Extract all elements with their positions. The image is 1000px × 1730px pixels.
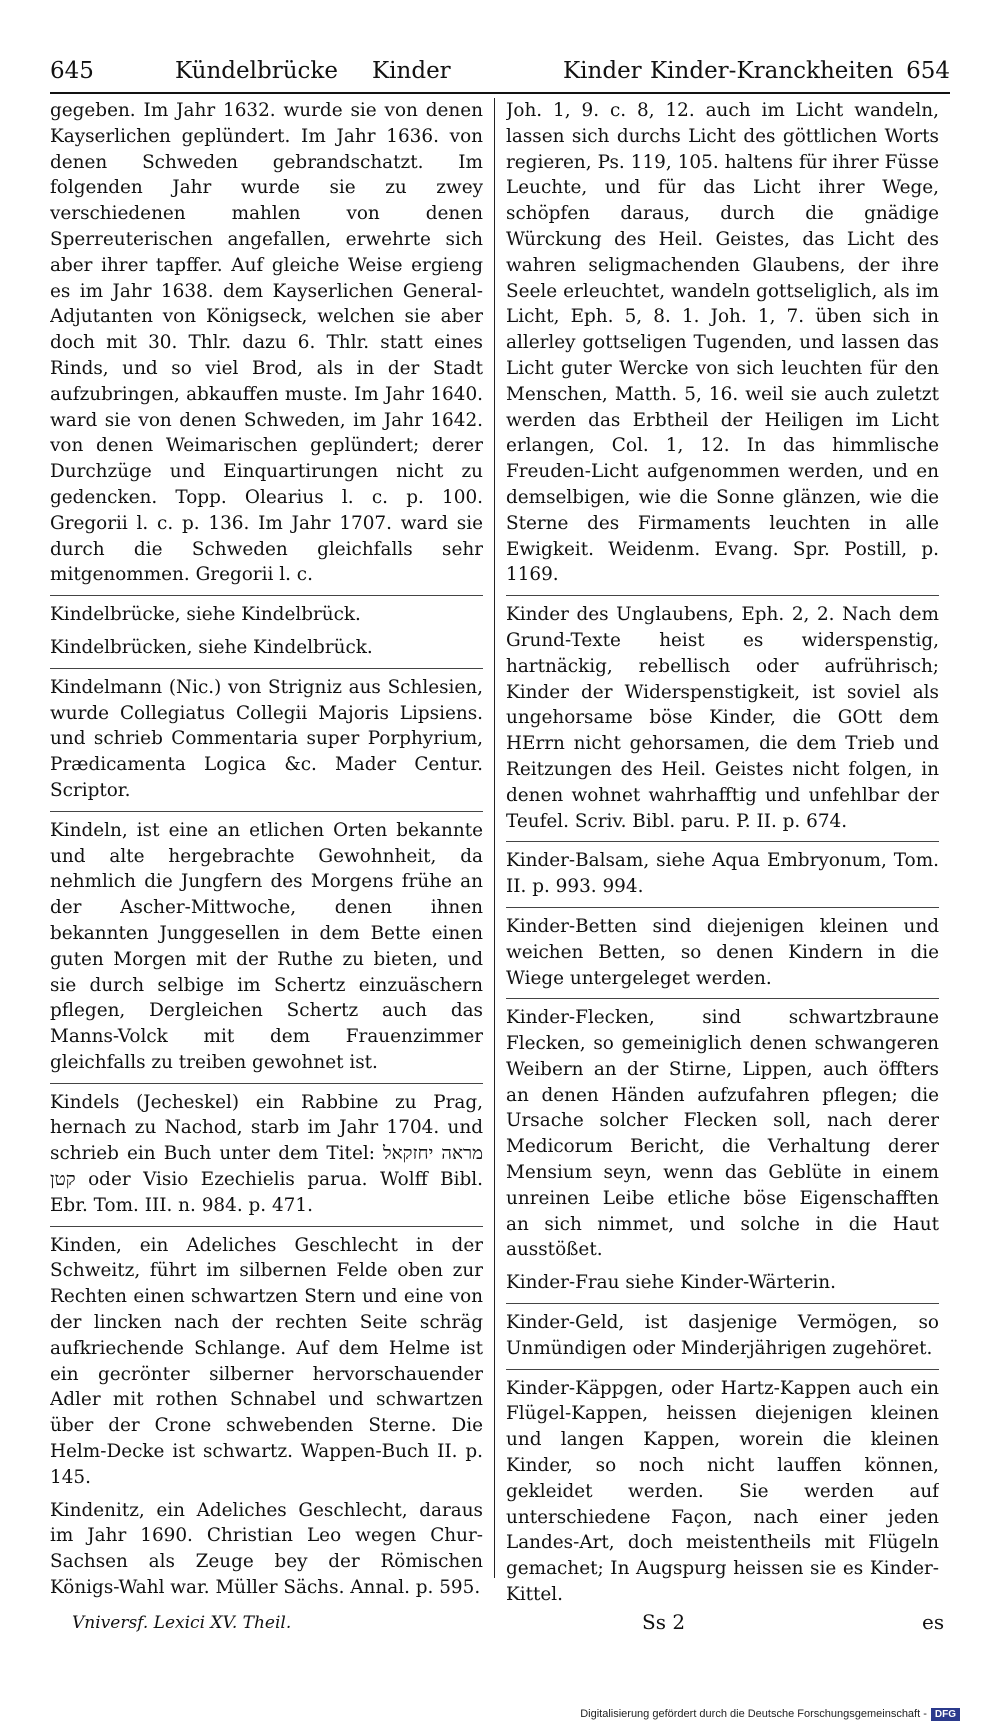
header-rule xyxy=(50,92,950,94)
right-page-number: 654 xyxy=(906,58,950,84)
digitization-credit xyxy=(580,1708,960,1721)
catchword: es xyxy=(922,1610,945,1634)
right-column-entry xyxy=(506,1005,939,1263)
column-divider xyxy=(494,98,495,1578)
right-running-title: Kinder-Kranckheiten xyxy=(650,58,894,84)
right-column-entry-text: Kinder-Frau siehe Kinder-Wärterin. xyxy=(506,1272,836,1294)
right-column-entry-text: Joh. 1, 9. c. 8, 12. auch im Licht wandeln, lassen sich durchs Licht des göttlichen Worts regieren, Ps. 119, 105. haltens für ihrer Füsse Leuchte, und für das Licht ihrer Wege, schöpfen daraus, durch die gnädige Würckung des Heil. Geistes, das Licht des wahren seligmachenden Glaubens, der ihre Seele erleuchtet, wandeln gottseliglich, als im Licht, Eph. 5, 8. 1. Joh. 1, 7. üben sich in allerley gottseligen Tugenden, und lassen das Licht guter Wercke von sich leuchten für den Menschen, Matth. 5, 16. weil sie auch zuletzt werden das Erbtheil der Heiligen im Licht erlangen, Col. 1, 12. In das himmlische Freuden-Licht aufgenommen werden, und en demselbigen, wie die Sonne glänzen, wie die Sterne des Firmaments leuchten in alle Ewigkeit. Weidenm. Evang. Spr. Postill, p. 1169. xyxy=(506,100,939,586)
left-column-entry-text: Kindenitz, ein Adeliches Geschlecht, daraus im Jahr 1690. Christian Leo wegen Chur-Sachsen als Zeuge bey der Römischen Königs-Wahl war. Müller Sächs. Annal. p. 595. xyxy=(50,1499,483,1599)
signature-mark: Ss 2 xyxy=(642,1610,686,1634)
left-column-entry-text: Kinden, ein Adeliches Geschlecht in der Schweitz, führt im silbernen Felde oben zur Rechten einen schwartzen Stern und eine von der lincken nach der rechten Seite schräg aufkriechende Schlange. Auf dem Helme ist ein gecrönter silberner hervorschauender Adler mit rothen Schnabel und schwartzen über der Crone schwebenden Sterne. Die Helm-Decke ist schwartz. Wappen-Buch II. p. 145. xyxy=(50,1234,483,1488)
entry-separator xyxy=(506,841,939,842)
entry-separator xyxy=(50,1226,483,1227)
right-catch-word: Kinder xyxy=(563,58,642,84)
entry-separator xyxy=(50,1083,483,1084)
right-column-entry xyxy=(506,848,939,900)
right-column-entry xyxy=(506,914,939,991)
entry-separator xyxy=(50,595,483,596)
entry-separator xyxy=(50,811,483,812)
volume-note: Vniversf. Lexici XV. Theil. xyxy=(72,1613,292,1633)
entry-separator xyxy=(506,998,939,999)
left-column-entry-text: Kindelbrücke, siehe Kindelbrück. xyxy=(50,604,361,626)
left-page-number: 645 xyxy=(50,58,94,84)
left-column-entry xyxy=(50,1090,483,1219)
left-column-entry xyxy=(50,602,483,628)
right-column-entry-text: Kinder-Geld, ist dasjenige Vermögen, so Unmündigen oder Minderjährigen zugehöret. xyxy=(506,1312,939,1359)
right-column-entry xyxy=(506,602,939,834)
left-column-entry-text: Kindelmann (Nic.) von Strigniz aus Schlesien, wurde Collegiatus Collegii Majoris Lipsiens. und schrieb Commentaria super Porphyrium, Prædicamenta Logica &c. Mader Centur. Scriptor. xyxy=(50,676,483,801)
dfg-logo: DFG xyxy=(931,1708,960,1721)
right-column-entry-text: Kinder-Flecken, sind schwartzbraune Flecken, so gemeiniglich denen schwangeren Weibern an der Stirne, Lippen, auch öffters an denen Händen aufzufahren pflegen; die Ursache solcher Flecken soll, nach derer Medicorum Bericht, die Verhaltung derer Mensium seyn, wenn das Geblüte in einem unreinen Leibe etliche böse Eigenschafften an sich nimmet, und solche in die Haut ausstößet. xyxy=(506,1007,939,1261)
left-column-entry-text: Kindeln, ist eine an etlichen Orten bekannte und alte hergebrachte Gewohnheit, da nehmlich die Jungfern des Morgens frühe an der Ascher-Mittwoche, denen ihnen bekannten Junggesellen in dem Bette einen guten Morgen mit der Ruthe zu bieten, und sie durch selbige im Schertz einzuäschern pflegen, Dergleichen Schertz auch das Manns-Volck mit dem Frauenzimmer gleichfalls zu treiben gewohnet ist. xyxy=(50,819,483,1073)
digitization-text: Digitalisierung gefördert durch die Deutsche Forschungsgemeinschaft - xyxy=(580,1708,927,1720)
right-column-entry-text: Kinder des Unglaubens, Eph. 2, 2. Nach dem Grund-Texte heist es widerspenstig, hartnäckig, rebellisch oder aufrührisch; Kinder der Widerspenstigkeit, ist soviel als ungehorsame böse Kinder, die GOtt dem HErrn nicht gehorsamen, die dem Trieb und Reitzungen des Heil. Geistes nicht folgen, in denen wohnet wahrhafftig und unfehlbar der Teufel. Scriv. Bibl. paru. P. II. p. 674. xyxy=(506,604,939,832)
entry-separator xyxy=(506,595,939,596)
entry-separator xyxy=(506,1303,939,1304)
entry-separator xyxy=(506,1369,939,1370)
left-column-entry xyxy=(50,818,483,1076)
right-column-entry-text: Kinder-Balsam, siehe Aqua Embryonum, Tom. II. p. 993. 994. xyxy=(506,850,939,898)
left-column-entry xyxy=(50,675,483,804)
left-catch-word: Kinder xyxy=(372,58,451,84)
right-column-entry-text: Kinder-Betten sind diejenigen kleinen und weichen Betten, so denen Kindern in die Wiege untergeleget werden. xyxy=(506,915,939,989)
left-column-entry xyxy=(50,1498,483,1601)
left-column-entry-text: Kindels (Jecheskel) ein Rabbine zu Prag, hernach zu Nachod, starb im Jahr 1704. und schrieb ein Buch unter dem Titel: מראה יחזקאל קטן oder Visio Ezechielis parua. Wolff Bibl. Ebr. Tom. III. n. 984. p. 471. xyxy=(50,1091,483,1216)
right-column-entry xyxy=(506,1270,939,1296)
left-column xyxy=(50,98,483,1608)
left-column-entry-text: gegeben. Im Jahr 1632. wurde sie von denen Kayserlichen geplündert. Im Jahr 1636. von denen Schweden gebrandschatzt. Im folgenden Jahr wurde sie zu zwey verschiedenen mahlen von denen Sperreuterischen angefallen, erwehrte sich aber ihrer tapffer. Auf gleiche Weise ergieng es im Jahr 1638. dem Kayserlichen General-Adjutanten von Königseck, welchen sie aber doch mit 30. Thlr. dazu 6. Thlr. statt eines Rinds, und so viel Brod, als in der Stadt aufzubringen, abkauffen muste. Im Jahr 1640. ward sie von denen Schweden, im Jahr 1642. von denen Weimarischen geplündert; derer Durchzüge und Einquartirungen nicht zu gedencken. Topp. Olearius l. c. p. 100. Gregorii l. c. p. 136. Im Jahr 1707. ward sie durch die Schweden gleichfalls sehr mitgenommen. Gregorii l. c. xyxy=(50,100,483,586)
right-column xyxy=(506,98,939,1608)
right-column-entry xyxy=(506,98,939,588)
right-column-entry xyxy=(506,1376,939,1608)
left-column-entry xyxy=(50,98,483,588)
left-column-entry-text: Kindelbrücken, siehe Kindelbrück. xyxy=(50,636,373,658)
right-column-entry-text: Kinder-Käppgen, oder Hartz-Kappen auch ein Flügel-Kappen, heissen diejenigen kleinen und langen Kappen, worein die kleinen Kinder, so noch nicht lauffen können, gekleidet werden. Sie werden auf unterschiedene Façon, nach einer jeden Landes-Art, doch meistentheils mit Flügeln gemachet; In Augspurg heissen sie es Kinder-Kittel. xyxy=(506,1377,939,1606)
right-column-entry xyxy=(506,1310,939,1362)
page-header xyxy=(50,58,950,88)
left-running-title: Kündelbrücke xyxy=(175,58,338,84)
entry-separator xyxy=(50,668,483,669)
left-column-entry xyxy=(50,635,483,661)
left-column-entry xyxy=(50,1233,483,1491)
entry-separator xyxy=(506,907,939,908)
